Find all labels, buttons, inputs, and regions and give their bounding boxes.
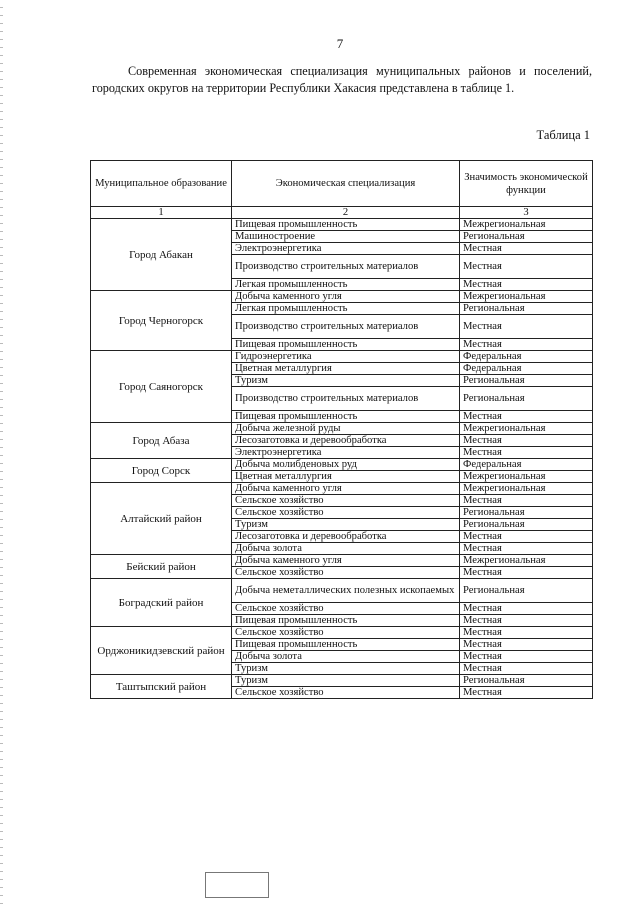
table-caption: Таблица 1 [536, 128, 590, 142]
municipality-cell: Алтайский район [91, 483, 232, 555]
table-row [91, 459, 593, 471]
header-municipality: Муниципальное образование [91, 161, 232, 207]
specialization-cell: Сельское хозяйство [232, 507, 460, 519]
municipality-cell: Город Сорск [91, 459, 232, 483]
specialization-cell: Пищевая промышленность [232, 411, 460, 423]
table-row [91, 423, 593, 435]
significance-cell: Местная [460, 243, 593, 255]
column-number: 2 [232, 207, 460, 219]
significance-cell: Межрегиональная [460, 219, 593, 231]
specialization-cell: Электроэнергетика [232, 243, 460, 255]
significance-cell: Межрегиональная [460, 555, 593, 567]
specialization-cell: Добыча каменного угля [232, 291, 460, 303]
specialization-cell: Машиностроение [232, 231, 460, 243]
table-header-row [91, 161, 593, 207]
specialization-cell: Туризм [232, 663, 460, 675]
significance-cell: Региональная [460, 519, 593, 531]
specialization-cell: Добыча золота [232, 651, 460, 663]
table-row [91, 555, 593, 567]
specialization-cell: Туризм [232, 375, 460, 387]
specialization-cell: Гидроэнергетика [232, 351, 460, 363]
specialization-cell: Добыча железной руды [232, 423, 460, 435]
municipality-cell: Город Абаза [91, 423, 232, 459]
significance-cell: Региональная [460, 375, 593, 387]
specialization-cell: Сельское хозяйство [232, 603, 460, 615]
page-number: 7 [336, 36, 344, 51]
column-number: 3 [460, 207, 593, 219]
significance-cell: Местная [460, 639, 593, 651]
significance-cell: Местная [460, 435, 593, 447]
intro-paragraph: Современная экономическая специализация муниципальных районов и поселений, городских округов на территории Республики Хакасия представлена в таблице 1. [92, 64, 592, 95]
significance-cell: Местная [460, 615, 593, 627]
significance-cell: Межрегиональная [460, 291, 593, 303]
specialization-cell: Сельское хозяйство [232, 687, 460, 699]
significance-cell: Региональная [460, 231, 593, 243]
significance-cell: Местная [460, 543, 593, 555]
table-row [91, 483, 593, 495]
table-row [91, 675, 593, 687]
significance-cell: Местная [460, 651, 593, 663]
municipality-cell: Город Черногорск [91, 291, 232, 351]
municipality-cell: Город Абакан [91, 219, 232, 291]
significance-cell: Местная [460, 447, 593, 459]
specialization-cell: Сельское хозяйство [232, 567, 460, 579]
table-row [91, 351, 593, 363]
significance-cell: Местная [460, 687, 593, 699]
significance-cell: Межрегиональная [460, 483, 593, 495]
specialization-cell: Электроэнергетика [232, 447, 460, 459]
specialization-cell: Производство строительных материалов [232, 387, 460, 411]
specialization-cell: Пищевая промышленность [232, 639, 460, 651]
stamp-image [205, 872, 269, 898]
specialization-cell: Лесозаготовка и деревообработка [232, 435, 460, 447]
significance-cell: Региональная [460, 675, 593, 687]
specialization-cell: Добыча каменного угля [232, 483, 460, 495]
significance-cell: Региональная [460, 303, 593, 315]
specialization-cell: Сельское хозяйство [232, 495, 460, 507]
table-row [91, 291, 593, 303]
specialization-cell: Сельское хозяйство [232, 627, 460, 639]
specialization-cell: Легкая промышленность [232, 279, 460, 291]
specialization-cell: Добыча молибденовых руд [232, 459, 460, 471]
municipality-cell: Таштыпский район [91, 675, 232, 699]
significance-cell: Межрегиональная [460, 471, 593, 483]
specialization-cell: Туризм [232, 519, 460, 531]
significance-cell: Местная [460, 315, 593, 339]
significance-cell: Местная [460, 255, 593, 279]
significance-cell: Федеральная [460, 363, 593, 375]
municipality-cell: Город Саяногорск [91, 351, 232, 423]
column-number-row [91, 207, 593, 219]
municipality-cell: Орджоникидзевский район [91, 627, 232, 675]
specialization-cell: Цветная металлургия [232, 471, 460, 483]
significance-cell: Местная [460, 663, 593, 675]
significance-cell: Межрегиональная [460, 423, 593, 435]
specialization-cell: Пищевая промышленность [232, 219, 460, 231]
specialization-cell: Туризм [232, 675, 460, 687]
specialization-cell: Добыча каменного угля [232, 555, 460, 567]
significance-cell: Местная [460, 567, 593, 579]
column-number: 1 [91, 207, 232, 219]
header-specialization: Экономическая специализация [232, 161, 460, 207]
significance-cell: Федеральная [460, 459, 593, 471]
specialization-cell: Пищевая промышленность [232, 339, 460, 351]
scan-margin-marks [0, 0, 3, 905]
significance-cell: Местная [460, 339, 593, 351]
significance-cell: Местная [460, 531, 593, 543]
specialization-cell: Пищевая промышленность [232, 615, 460, 627]
specialization-cell: Добыча золота [232, 543, 460, 555]
specialization-cell: Производство строительных материалов [232, 315, 460, 339]
table-row [91, 627, 593, 639]
significance-cell: Региональная [460, 507, 593, 519]
significance-cell: Местная [460, 411, 593, 423]
significance-cell: Местная [460, 279, 593, 291]
significance-cell: Региональная [460, 579, 593, 603]
significance-cell: Местная [460, 627, 593, 639]
specialization-cell: Лесозаготовка и деревообработка [232, 531, 460, 543]
significance-cell: Местная [460, 495, 593, 507]
specialization-table [90, 160, 593, 699]
specialization-cell: Легкая промышленность [232, 303, 460, 315]
significance-cell: Федеральная [460, 351, 593, 363]
table-row [91, 219, 593, 231]
specialization-cell: Цветная металлургия [232, 363, 460, 375]
table-row [91, 579, 593, 603]
specialization-cell: Производство строительных материалов [232, 255, 460, 279]
specialization-cell: Добыча неметаллических полезных ископаемых [232, 579, 460, 603]
municipality-cell: Боградский район [91, 579, 232, 627]
significance-cell: Местная [460, 603, 593, 615]
municipality-cell: Бейский район [91, 555, 232, 579]
header-significance: Значимость экономической функции [460, 161, 593, 207]
significance-cell: Региональная [460, 387, 593, 411]
